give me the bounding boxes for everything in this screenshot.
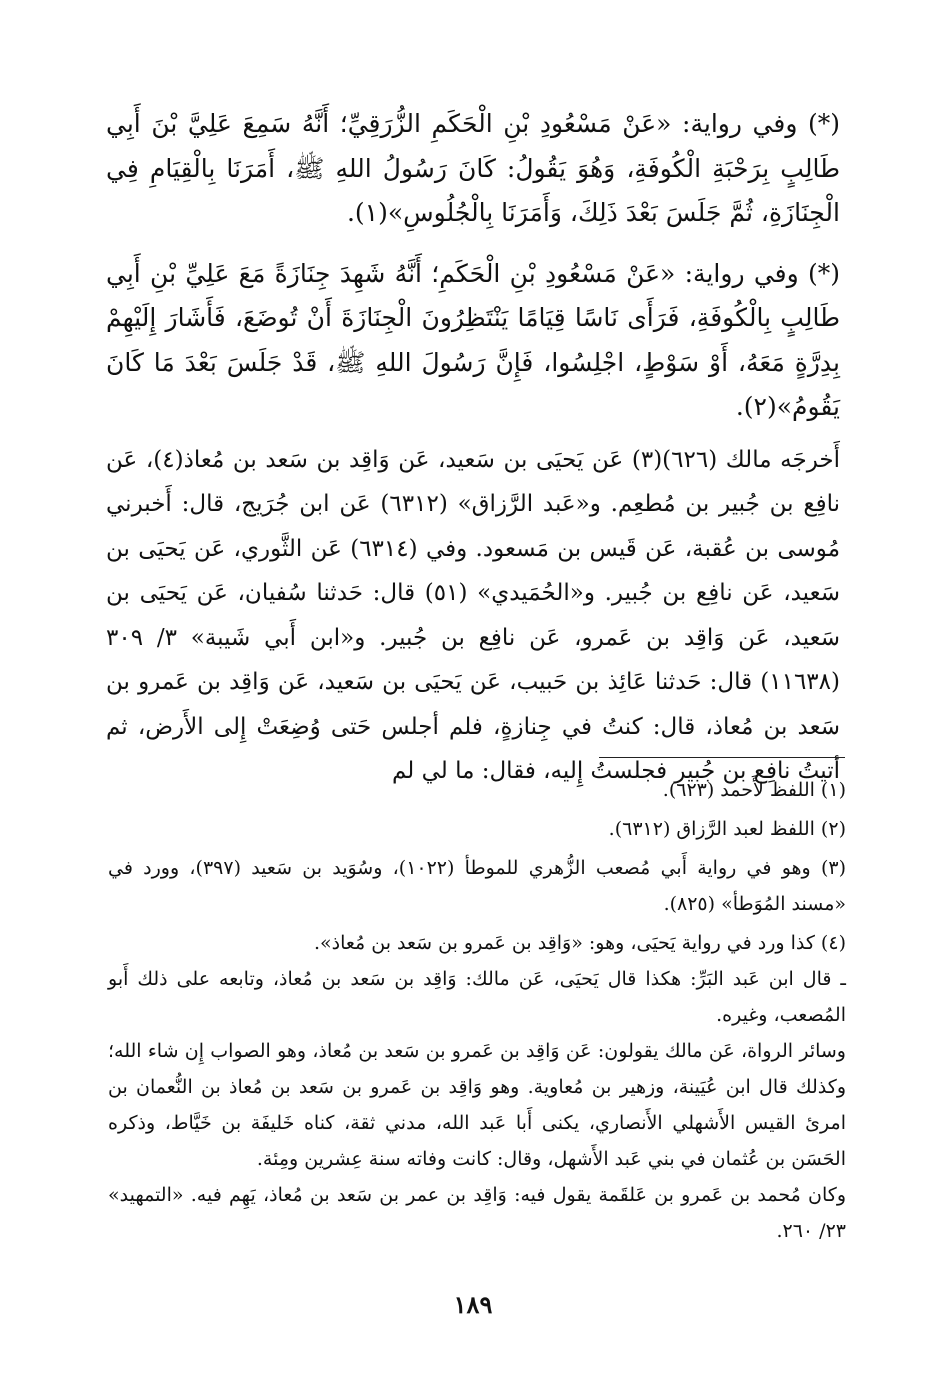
main-text <box>106 102 840 794</box>
footnote-4: (٤) كذا ورد في رواية يَحيَى، وهو: «وَاقِد بن عَمرو بن سَعد بن مُعاذ». <box>313 932 846 954</box>
page-number: ١٨٩ <box>453 1290 493 1319</box>
footnote-4-other-narrators: وسائر الرواة، عَن مالك يقولون: عَن وَاقِد بن عَمرو بن سَعد بن مُعاذ، وهو الصواب إِن شاء الله؛ وكذلك قال ابن عُيَينة، وزهير بن مُعاوية. وهو وَاقِد بن عَمرو بن سَعد بن مُعاذ بن النُّعمان بن امرئ القيس الأَشهلي الأَنصاري، يكنى أَبا عَبد الله، مدني ثقة، كناه خَليفَة بن خَيَّاط، وذكره الحَسَن بن عُثمان في بني عَبد الأَشهل، وقال: كانت وفاته سنة عِشرين ومِئة. <box>108 1040 846 1170</box>
footnote-4-ibn-abd-al-barr: ـ قال ابن عَبد البَرِّ: هكذا قال يَحيَى، عَن مالك: وَاقِد بن سَعد بن مُعاذ، وتابعه على ذلك أَبو المُصعب، وغيره. <box>108 968 846 1026</box>
hadith-variant-2: (*) وفي رواية: «عَنْ مَسْعُودِ بْنِ الْحَكَمِ؛ أَنَّهُ شَهِدَ جِنَازَةً مَعَ عَلِيِّ بْنِ أَبِي طَالِبٍ بِالْكُوفَةِ، فَرَأَى نَاسًا قِيَامًا يَنْتَظِرُونَ الْجِنَازَةَ أَنْ تُوضَعَ، فَأَشَارَ إِلَيْهِمْ بِدِرَّةٍ مَعَهُ، أَوْ سَوْطٍ، اجْلِسُوا، فَإِنَّ رَسُولَ اللهِ ﷺ، قَدْ جَلَسَ بَعْدَ مَا كَانَ يَقُومُ»(٢). <box>106 258 840 421</box>
footnote-separator <box>599 757 845 758</box>
hadith-variant-1: (*) وفي رواية: «عَنْ مَسْعُودِ بْنِ الْحَكَمِ الزُّرَقِيِّ؛ أَنَّهُ سَمِعَ عَلِيَّ بْنَ أَبِي طَالِبٍ بِرَحْبَةِ الْكُوفَةِ، وَهُوَ يَقُولُ: كَانَ رَسُولُ اللهِ ﷺ، أَمَرَنَا بِالْقِيَامِ فِي الْجِنَازَةِ، ثُمَّ جَلَسَ بَعْدَ ذَلِكَ، وَأَمَرَنَا بِالْجُلُوسِ»(١). <box>106 109 840 227</box>
footnote-2: (٢) اللفظ لعبد الرَّزاق (٦٣١٢). <box>608 818 846 840</box>
footnotes <box>108 772 846 1249</box>
footnote-3: (٣) وهو في رواية أَبي مُصعب الزُّهري للموطأ (١٠٢٢)، وسُوَيد بن سَعيد (٣٩٧)، وورد في «مسند المُوَطأ» (٨٢٥). <box>108 857 846 915</box>
footnote-4-muhammad-ibn-amr: وكان مُحمد بن عَمرو بن عَلقَمة يقول فيه: وَاقِد بن عمر بن سَعد بن مُعاذ، يَهِم فيه. «التمهيد» ٢٣/ ٢٦٠. <box>108 1184 846 1242</box>
takhrij-paragraph: أَخرجَه مالك (٦٢٦)(٣) عَن يَحيَى بن سَعيد، عَن وَاقِد بن سَعد بن مُعاذ(٤)، عَن نافِع بن جُبير بن مُطعِم. و«عَبد الرَّزاق» (٦٣١٢) عَن ابن جُرَيج، قال: أَخبرني مُوسى بن عُقبة، عَن قَيس بن مَسعود. وفي (٦٣١٤) عَن الثَّوري، عَن يَحيَى بن سَعيد، عَن نافِع بن جُبير. و«الحُمَيدي» (٥١) قال: حَدثنا سُفيان، عَن يَحيَى بن سَعيد، عَن وَاقِد بن عَمرو، عَن نافِع بن جُبير. و«ابن أَبي شَيبة» ٣/ ٣٠٩ (١١٦٣٨) قال: حَدثنا عَائِذ بن حَبيب، عَن يَحيَى بن سَعيد، عَن وَاقِد بن عَمرو بن سَعد بن مُعاذ، قال: كنتُ في جِنازةٍ، فلم أجلس حَتى وُضِعَتْ إِلى الأَرض، ثم أتيتُ نافِع بن جُبير فجلستُ إِليه، فقال: ما لي لم <box>106 446 841 784</box>
footnote-1: (١) اللفظ لأَحمد (٦٢٣). <box>662 779 846 801</box>
